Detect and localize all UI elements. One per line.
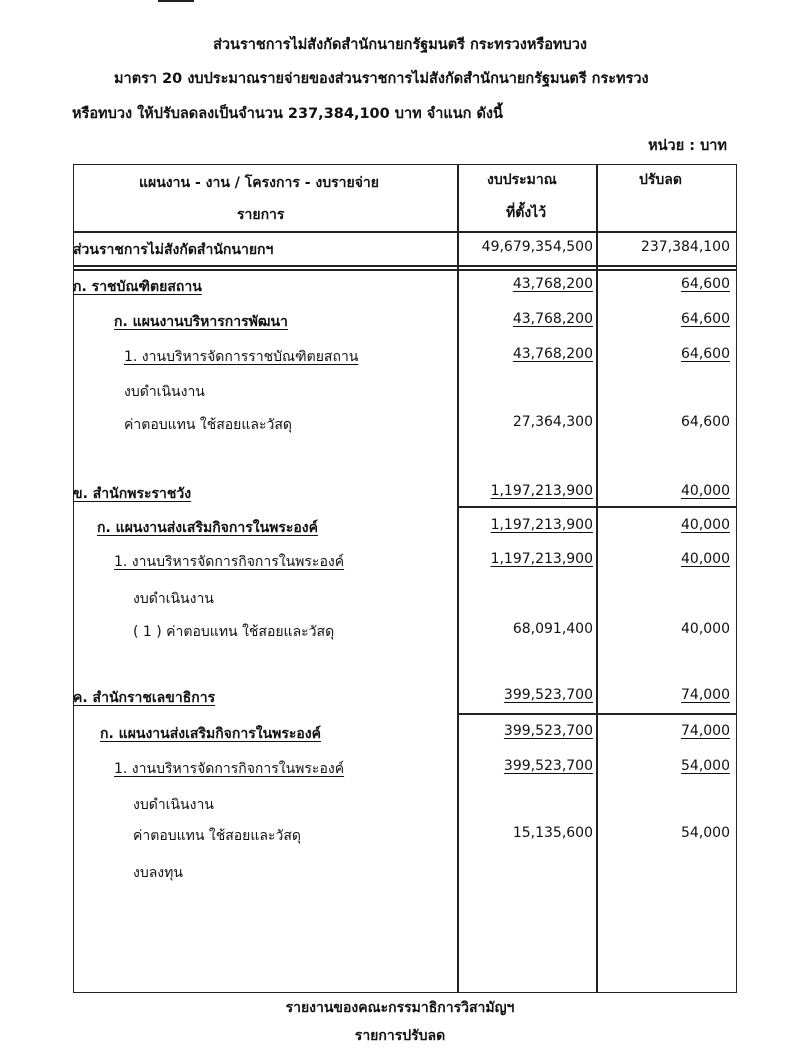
row-cut: 74,000 (681, 723, 730, 739)
row-cut: 40,000 (681, 621, 730, 637)
unit-label: หน่วย : บาท (648, 138, 727, 154)
row-cut: 64,600 (681, 346, 730, 362)
footer-committee-report: รายงานของคณะกรรมาธิการวิสามัญฯ (285, 1000, 515, 1016)
section-heading-line: มาตรา 20 งบประมาณรายจ่ายของส่วนราชการไม่สังกัดสำนักนายกรัฐมนตรี กระทรวง (114, 71, 649, 87)
row-label: 1. งานบริหารจัดการกิจการในพระองค์ (114, 554, 345, 570)
row-label: ก. แผนงานส่งเสริมกิจการในพระองค์ (100, 726, 322, 742)
row-budget: 1,197,213,900 (490, 483, 593, 499)
column-divider (596, 164, 598, 993)
row-budget: 27,364,300 (512, 414, 593, 430)
row-budget: 68,091,400 (512, 621, 593, 637)
col-budget-header: งบประมาณ (487, 172, 557, 188)
row-label: ส่วนราชการไม่สังกัดสำนักนายกฯ (73, 242, 274, 258)
row-label: ก. แผนงานส่งเสริมกิจการในพระองค์ (97, 520, 319, 536)
row-budget: 43,768,200 (512, 346, 593, 362)
row-cut: 64,600 (681, 414, 730, 430)
col-item-header: แผนงาน - งาน / โครงการ - งบรายจ่าย (139, 175, 379, 191)
row-budget: 399,523,700 (503, 758, 593, 774)
row-rule-double (73, 269, 737, 271)
row-label: ก. ราชบัณฑิตยสถาน (73, 279, 202, 295)
row-label: งบดำเนินงาน (133, 591, 214, 607)
footer-cut-items: รายการปรับลด (354, 1028, 446, 1044)
row-cut: 40,000 (681, 483, 730, 499)
col-cut-header: ปรับลด (639, 172, 682, 188)
section-heading-line-continued: หรือทบวง ให้ปรับลดลงเป็นจำนวน 237,384,100 บาท จำแนก ดังนี้ (72, 106, 503, 122)
row-cut: 237,384,100 (640, 239, 730, 255)
row-label: 1. งานบริหารจัดการกิจการในพระองค์ (114, 761, 345, 777)
row-cut: 40,000 (681, 517, 730, 533)
row-budget: 15,135,600 (512, 825, 593, 841)
row-cut: 64,600 (681, 311, 730, 327)
row-label: งบลงทุน (133, 865, 183, 881)
column-divider (457, 164, 459, 993)
row-budget: 43,768,200 (512, 276, 593, 292)
row-budget: 399,523,700 (503, 723, 593, 739)
row-label: งบดำเนินงาน (124, 384, 205, 400)
document-title: ส่วนราชการไม่สังกัดสำนักนายกรัฐมนตรี กระทรวงหรือทบวง (213, 37, 587, 53)
row-cut: 54,000 (681, 825, 730, 841)
row-rule (73, 265, 737, 267)
row-label: ( 1 ) ค่าตอบแทน ใช้สอยและวัสดุ (133, 624, 335, 640)
row-budget: 1,197,213,900 (490, 517, 593, 533)
row-budget: 49,679,354,500 (481, 239, 593, 255)
row-label: ค่าตอบแทน ใช้สอยและวัสดุ (133, 828, 301, 844)
row-label: งบดำเนินงาน (133, 797, 214, 813)
row-label: 1. งานบริหารจัดการราชบัณฑิตยสถาน (124, 349, 359, 365)
section-rule (457, 506, 737, 508)
header-rule (73, 231, 737, 233)
row-label: ค่าตอบแทน ใช้สอยและวัสดุ (124, 417, 292, 433)
row-cut: 40,000 (681, 551, 730, 567)
row-budget: 43,768,200 (512, 311, 593, 327)
col-budget-header-sub: ที่ตั้งไว้ (506, 205, 547, 221)
row-label: ข. สำนักพระราชวัง (73, 486, 192, 502)
section-rule (457, 713, 737, 715)
row-budget: 1,197,213,900 (490, 551, 593, 567)
row-budget: 399,523,700 (503, 687, 593, 703)
col-item-header-sub: รายการ (237, 207, 285, 223)
row-cut: 64,600 (681, 276, 730, 292)
row-label: ก. แผนงานบริหารการพัฒนา (114, 314, 288, 330)
row-label: ค. สำนักราชเลขาธิการ (73, 690, 216, 706)
row-cut: 74,000 (681, 687, 730, 703)
row-cut: 54,000 (681, 758, 730, 774)
page-top-mark (158, 0, 194, 2)
